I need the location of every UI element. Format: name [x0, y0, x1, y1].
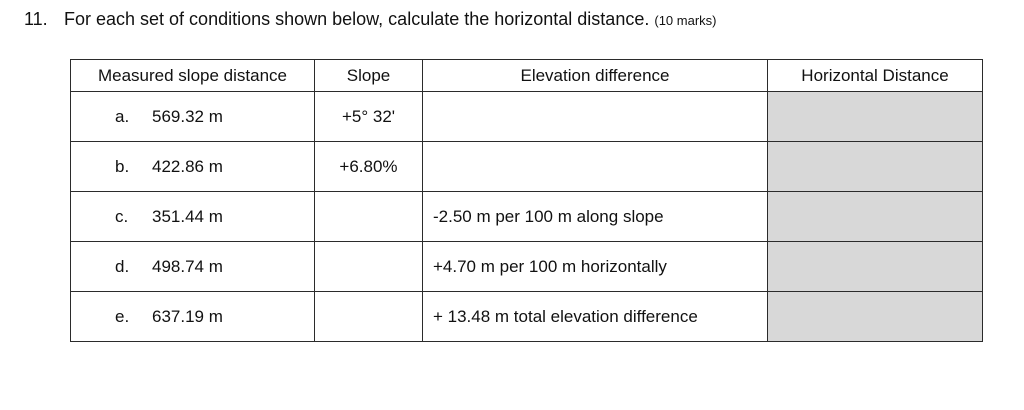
- elevation-cell: [423, 92, 768, 142]
- distance-cell: [71, 192, 315, 242]
- header-measured-slope-distance: Measured slope distance: [71, 60, 315, 92]
- row-letter: d.: [115, 256, 130, 276]
- distance-value: 498.74 m: [152, 256, 223, 276]
- header-elevation-difference: Elevation difference: [423, 60, 768, 92]
- horizontal-distance-answer-cell[interactable]: [768, 292, 983, 342]
- slope-cell: +5° 32': [315, 92, 423, 142]
- horizontal-distance-answer-cell[interactable]: [768, 92, 983, 142]
- question-text: For each set of conditions shown below, calculate the horizontal distance.: [64, 9, 650, 29]
- table-row: [71, 242, 983, 292]
- table-header-row: [71, 60, 983, 92]
- slope-cell: [315, 292, 423, 342]
- distance-value: 637.19 m: [152, 306, 223, 326]
- row-letter: a.: [115, 106, 130, 126]
- distance-cell: [71, 92, 315, 142]
- slope-cell: +6.80%: [315, 142, 423, 192]
- distance-value: 569.32 m: [152, 106, 223, 126]
- table-row: [71, 142, 983, 192]
- header-horizontal-distance: Horizontal Distance: [768, 60, 983, 92]
- question-number: 11.: [24, 9, 48, 29]
- row-letter: c.: [115, 206, 129, 226]
- distance-value: 351.44 m: [152, 206, 223, 226]
- slope-cell: [315, 192, 423, 242]
- row-letter: e.: [115, 306, 130, 326]
- distance-cell: [71, 292, 315, 342]
- elevation-cell: -2.50 m per 100 m along slope: [423, 192, 768, 242]
- table-row: [71, 292, 983, 342]
- elevation-cell: + 13.48 m total elevation difference: [423, 292, 768, 342]
- header-slope: Slope: [315, 60, 423, 92]
- table-row: [71, 192, 983, 242]
- distance-cell: [71, 242, 315, 292]
- question-prompt: [24, 8, 716, 32]
- horizontal-distance-answer-cell[interactable]: [768, 192, 983, 242]
- slope-cell: [315, 242, 423, 292]
- elevation-cell: +4.70 m per 100 m horizontally: [423, 242, 768, 292]
- distance-value: 422.86 m: [152, 156, 223, 176]
- conditions-table: [70, 59, 983, 342]
- elevation-cell: [423, 142, 768, 192]
- row-letter: b.: [115, 156, 130, 176]
- distance-cell: [71, 142, 315, 192]
- question-marks: (10 marks): [654, 13, 717, 28]
- horizontal-distance-answer-cell[interactable]: [768, 142, 983, 192]
- table-row: [71, 92, 983, 142]
- horizontal-distance-answer-cell[interactable]: [768, 242, 983, 292]
